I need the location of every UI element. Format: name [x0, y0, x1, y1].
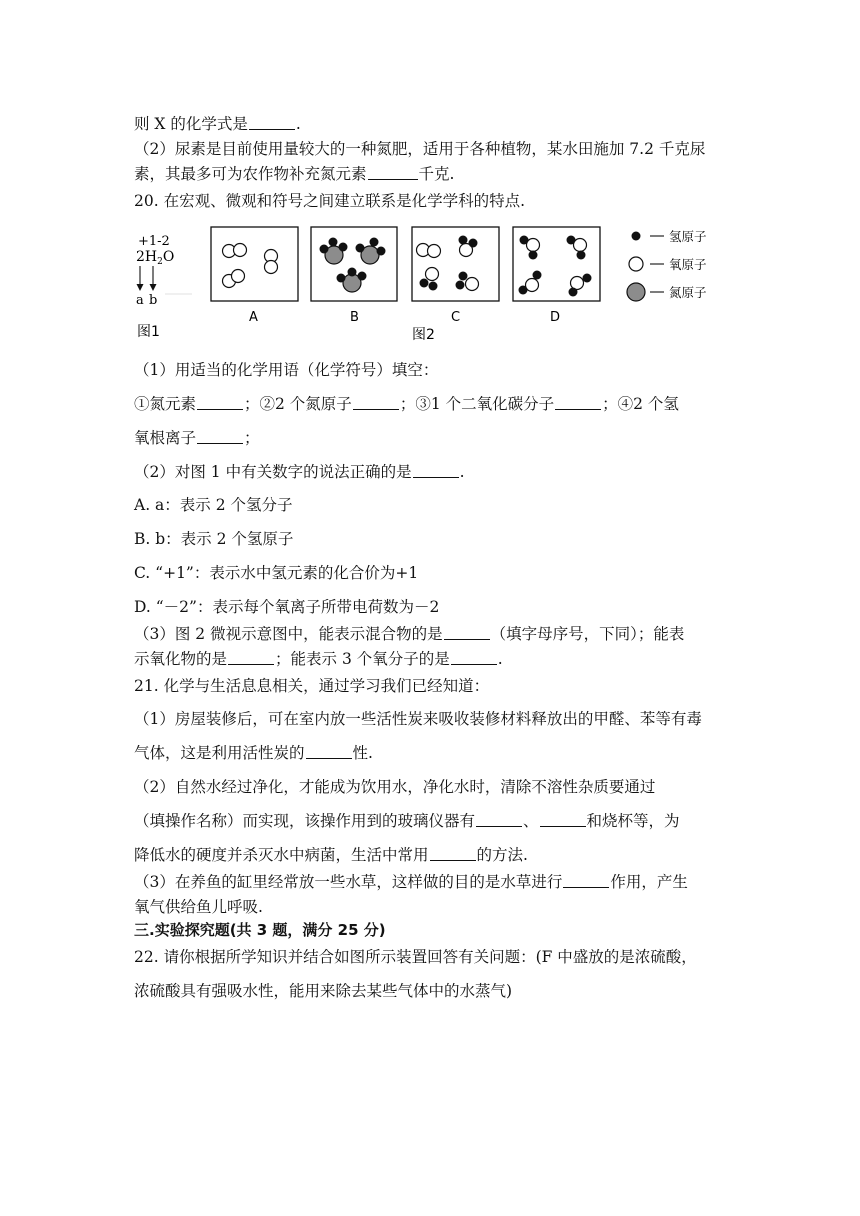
- hydrogen-atom: [348, 268, 357, 277]
- hydrogen-atom: [459, 272, 468, 281]
- hydrogen-atom: [358, 272, 367, 281]
- oxygen-atom: [466, 278, 479, 291]
- q20-part1-title: [134, 359, 438, 381]
- text: 氧根离子: [134, 429, 197, 447]
- text: ；③1 个二氧化碳分子: [399, 395, 555, 413]
- q21-part2-line-3: [134, 844, 528, 866]
- hydrogen-atom: [420, 279, 429, 288]
- fig1-label-b: b: [149, 293, 158, 308]
- q20-title: [134, 190, 525, 212]
- hydrogen-atom: [337, 274, 346, 283]
- q19-part2-line: [134, 138, 705, 160]
- q21-title: [134, 675, 489, 697]
- hydrogen-atom: [339, 243, 348, 252]
- hydrogen-atom: [520, 236, 529, 245]
- q19-line-1: [134, 113, 301, 135]
- fig1-formula: $2H_2O$: [136, 249, 175, 267]
- answer-blank: [197, 394, 243, 410]
- text: （2）对图 1 中有关数字的说法正确的是: [134, 463, 412, 481]
- text: .: [459, 463, 465, 481]
- answer-blank: [444, 624, 490, 640]
- hydrogen-atom: [519, 286, 528, 295]
- text: （1）用适当的化学用语（化学符号）填空：: [134, 361, 439, 379]
- q22-title: [134, 946, 697, 968]
- text: 的方法.: [476, 846, 528, 864]
- figure: [0, 220, 860, 350]
- hydrogen-atom: [377, 247, 386, 256]
- hydrogen-atom: [569, 288, 578, 297]
- hydrogen-atom: [529, 251, 538, 260]
- text: 22. 请你根据所学知识并结合如图所示装置回答有关问题：(F 中盛放的是浓硫酸，: [134, 948, 697, 966]
- hydrogen-atom: [329, 238, 338, 247]
- hydrogen-atom: [356, 244, 365, 253]
- text: 气体，这是利用活性炭的: [134, 744, 305, 762]
- hydrogen-atom: [320, 245, 329, 254]
- text: （1）房屋装修后，可在室内放一些活性炭来吸收装修材料释放出的甲醛、苯等有毒: [134, 710, 702, 728]
- text: 和烧杯等，为: [586, 812, 680, 830]
- legend-hydrogen-label: 氢原子: [669, 229, 707, 244]
- q20-part2: [134, 461, 465, 483]
- text: 20. 在宏观、微观和符号之间建立联系是化学学科的特点.: [134, 192, 526, 210]
- answer-blank: [306, 743, 352, 759]
- q21-part1-line-2: [134, 742, 373, 764]
- section-heading: [134, 919, 386, 941]
- text: 千克.: [418, 165, 455, 183]
- box-d-label: D: [550, 310, 561, 325]
- text: （填字母序号，下同）；能表: [490, 625, 685, 643]
- text: 性.: [352, 744, 373, 762]
- text: 作用，产生: [610, 873, 688, 891]
- text: （3）图 2 微视示意图中，能表示混合物的是: [134, 625, 443, 643]
- text: B. b：表示 2 个氢原子: [134, 530, 294, 548]
- oxygen-atom: [234, 244, 247, 257]
- oxygen-atom: [232, 270, 245, 283]
- q21-part2: [134, 776, 655, 798]
- q20-part1-blanks-2: [134, 427, 260, 449]
- q19-part2-line-2: [134, 163, 454, 185]
- box-a: [211, 227, 298, 325]
- q22-title-line-2: [134, 980, 512, 1002]
- answer-blank: [540, 811, 586, 827]
- legend-oxygen-icon: [629, 257, 643, 271]
- legend-nitrogen-icon: [627, 283, 645, 301]
- answer-blank: [555, 394, 601, 410]
- fig2-caption: 图2: [412, 327, 435, 343]
- text: 则 X 的化学式是: [134, 115, 248, 133]
- text: 氧气供给鱼儿呼吸.: [134, 898, 263, 916]
- text: ①氮元素: [134, 395, 197, 413]
- legend: [627, 229, 707, 301]
- fig1-valence-label: +1-2: [138, 234, 170, 249]
- text: 21. 化学与生活息息相关，通过学习我们已经知道：: [134, 677, 490, 695]
- q20-part3-line-2: [134, 648, 503, 670]
- hydrogen-atom: [533, 271, 542, 280]
- option-d: [134, 596, 439, 618]
- text: （3）在养鱼的缸里经常放一些水草，这样做的目的是水草进行: [134, 873, 563, 891]
- arrow-a-head: [137, 284, 144, 291]
- text: （2）自然水经过净化，才能成为饮用水，净化水时，清除不溶性杂质要通过: [134, 778, 656, 796]
- hydrogen-atom: [456, 281, 465, 290]
- q21-part3: [134, 871, 688, 893]
- text: 素，其最多可为农作物补充氮元素: [134, 165, 367, 183]
- option-c: [134, 562, 418, 584]
- answer-blank: [197, 428, 243, 444]
- fig1-caption: 图1: [137, 324, 160, 340]
- hydrogen-atom: [583, 274, 592, 283]
- answer-blank: [249, 114, 295, 130]
- box-b-label: B: [350, 310, 359, 325]
- text: ；②2 个氮原子: [244, 395, 352, 413]
- oxygen-atom: [428, 245, 441, 258]
- q20-part3: [134, 623, 684, 645]
- answer-blank: [430, 845, 476, 861]
- oxygen-atom: [426, 268, 439, 281]
- hydrogen-atom: [429, 282, 438, 291]
- hydrogen-atom: [370, 238, 379, 247]
- hydrogen-atom: [567, 236, 576, 245]
- arrow-b-head: [150, 284, 157, 291]
- text: 示氧化物的是: [134, 650, 228, 668]
- answer-blank: [476, 811, 522, 827]
- answer-blank: [413, 462, 459, 478]
- text: A. a：表示 2 个氢分子: [134, 496, 293, 514]
- hydrogen-atom: [577, 251, 586, 260]
- q20-part1-blanks: [134, 393, 679, 415]
- box-a-label: A: [249, 310, 258, 325]
- text: 三.实验探究题(共 3 题，满分 25 分): [134, 921, 386, 939]
- text: （2）尿素是目前使用量较大的一种氮肥，适用于各种植物，某水田施加 7.2 千克尿: [134, 140, 706, 158]
- text: ；④2 个氢: [602, 395, 679, 413]
- q21-part2-line-2: [134, 810, 680, 832]
- text: 、: [523, 812, 539, 830]
- text: ；: [244, 429, 260, 447]
- fig1-label-a: a: [136, 293, 144, 308]
- text: C. “+1”：表示水中氢元素的化合价为+1: [134, 564, 419, 582]
- figure-1: [136, 234, 192, 340]
- answer-blank: [353, 394, 399, 410]
- box-c: [412, 227, 499, 325]
- legend-oxygen-label: 氧原子: [669, 257, 707, 272]
- q21-part1: [134, 708, 702, 730]
- text: ；能表示 3 个氧分子的是: [275, 650, 450, 668]
- q21-part3-line-2: [134, 896, 263, 918]
- box-c-frame: [412, 227, 499, 301]
- box-b: [311, 227, 397, 325]
- text: 浓硫酸具有强吸水性，能用来除去某些气体中的水蒸气): [134, 982, 513, 1000]
- text: 降低水的硬度并杀灭水中病菌，生活中常用: [134, 846, 429, 864]
- answer-blank: [563, 872, 609, 888]
- answer-blank: [451, 649, 497, 665]
- oxygen-atom: [265, 261, 278, 274]
- box-a-frame: [211, 227, 298, 301]
- text: .: [497, 650, 503, 668]
- box-d: [513, 227, 600, 325]
- box-c-label: C: [451, 310, 461, 325]
- legend-hydrogen-icon: [632, 232, 641, 241]
- legend-nitrogen-label: 氮原子: [669, 285, 707, 300]
- answer-blank: [368, 164, 418, 180]
- text: （填操作名称）而实现，该操作用到的玻璃仪器有: [134, 812, 476, 830]
- hydrogen-atom: [469, 239, 478, 248]
- answer-blank: [228, 649, 274, 665]
- text: D. “－2”：表示每个氧离子所带电荷数为－2: [134, 598, 440, 616]
- text: .: [295, 115, 301, 133]
- hydrogen-atom: [459, 236, 468, 245]
- option-b: [134, 528, 293, 550]
- option-a: [134, 494, 293, 516]
